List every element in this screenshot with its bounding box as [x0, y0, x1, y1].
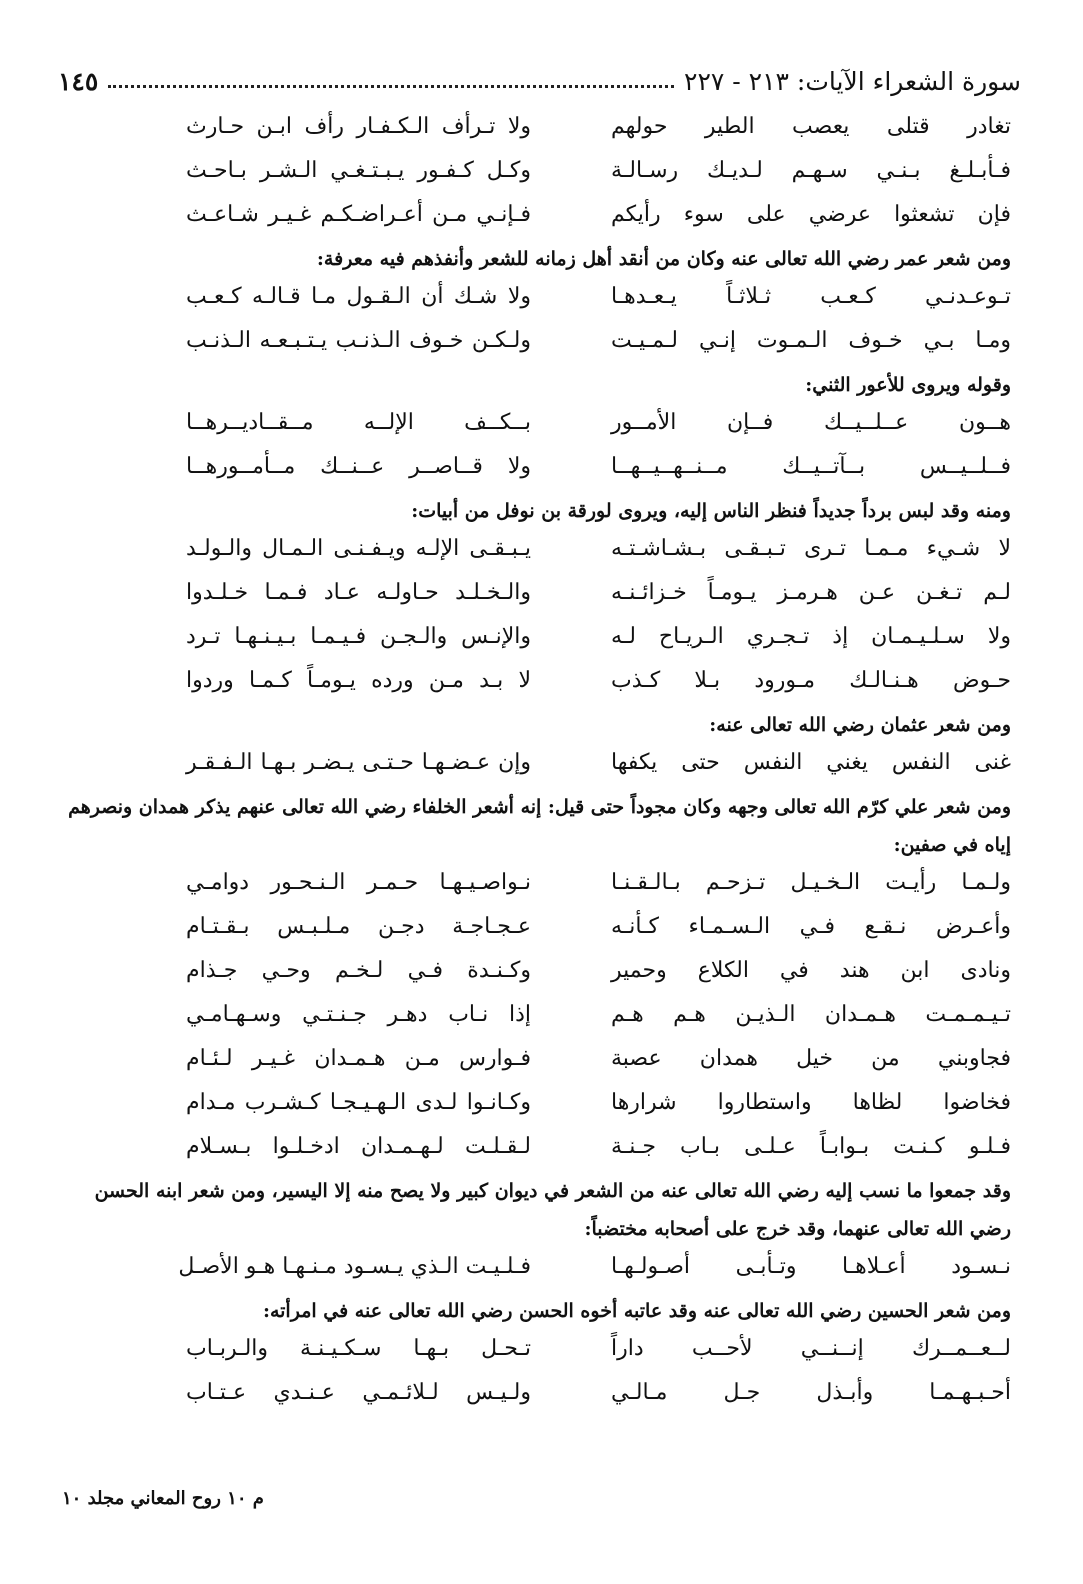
- second-hemistich: نـواصـيـهـا حـمـر الـنـحـور دوامـي: [186, 870, 531, 895]
- page-body: [62, 108, 1021, 1418]
- second-hemistich: إذا نـاب دهـر جـنـتـي وسـهـامـي: [186, 1002, 531, 1027]
- verse-line: [62, 1128, 1021, 1172]
- second-hemistich: وكـل كـفـور يـبـتـغـي الـشـر بـاحـث: [186, 158, 531, 183]
- first-hemistich: وأعـرض نـقـع فـي الـسـمـاء كـأنـه: [611, 914, 1011, 939]
- second-hemistich: لـقـلـت لـهـمـدان ادخـلـوا بـسـلام: [186, 1134, 531, 1159]
- surah-title: سورة الشعراء الآيات: ٢١٣ - ٢٢٧: [684, 67, 1021, 96]
- first-hemistich: هــون عــلــيــك فــإن الأمــور: [611, 410, 1011, 435]
- second-hemistich: ولا قــاصــر عــنــك مــأمــورهــا: [186, 454, 531, 479]
- prose-paragraph: ومن شعر عمر رضي الله تعالى عنه وكان من أنقد أهل زمانه للشعر وأنفذهم فيه معرفة:: [316, 248, 1011, 270]
- second-hemistich: فـلـيـت الـذي يـسـود مـنـهـا هـو الأصـل: [178, 1254, 531, 1279]
- first-hemistich: لا شـيء مـمـا تـرى تـبـقـى بـشـاشـتـه: [611, 536, 1011, 561]
- second-hemistich: فـإنـي مـن أعـراضـكـم غـيـر شـاعـث: [186, 202, 531, 227]
- verse-line: [62, 448, 1021, 492]
- verse-line: [62, 404, 1021, 448]
- signature-footer: [62, 1488, 1021, 1509]
- first-hemistich: ونادى ابن هند في الكلاع وحمير: [611, 958, 1011, 983]
- first-hemistich: فــلــيــس بــآتــيــك مــنــهــيــهــا: [611, 454, 1011, 479]
- first-hemistich: تـوعـدنـي كـعـب ثـلاثـاً يـعـدهـا: [611, 284, 1011, 309]
- running-header: [58, 56, 1021, 96]
- second-hemistich: يـبـقـى الإلـه ويـفـنـى الـمـال والـولـد: [186, 536, 531, 561]
- verse-line: [62, 196, 1021, 240]
- verse-line: [62, 1040, 1021, 1084]
- second-hemistich: ولا شـك أن الـقـول مـا قـالـه كـعـب: [186, 284, 531, 309]
- verse-line: [62, 996, 1021, 1040]
- prose-paragraph: وقوله ويروى للأعور الثني:: [805, 374, 1011, 396]
- verse-line: [62, 952, 1021, 996]
- first-hemistich: نـسـود أعـلاهـا وتـأبـى أصـولـهـا: [611, 1254, 1011, 1279]
- first-hemistich: فخاضوا لظاها واستطاروا شرارها: [611, 1090, 1011, 1115]
- verse-line: [62, 574, 1021, 618]
- first-hemistich: تـيـمـمـت هـمـدان الـذيـن هـم هـم: [611, 1002, 1011, 1027]
- first-hemistich: غنى النفس يغني النفس حتى يكفها: [611, 750, 1011, 775]
- prose-paragraph: ومن شعر الحسين رضي الله تعالى عنه وقد عاتبه أخوه الحسن رضي الله تعالى عنه في امرأته:: [262, 1300, 1011, 1322]
- second-hemistich: والإنـس والـجـن فـيـمـا بـيـنـهـا تـرد: [186, 624, 531, 649]
- first-hemistich: لــعــمــرك إنــنــي لأحــب داراً: [611, 1336, 1011, 1361]
- prose-paragraph: ومن شعر عثمان رضي الله تعالى عنه:: [709, 714, 1011, 736]
- second-hemistich: ولا تـرأف الـكـفـار رأف ابـن حـارث: [186, 114, 531, 139]
- prose-paragraph: ومن شعر علي كرّم الله تعالى وجهه وكان مجوداً حتى قيل: إنه أشعر الخلفاء رضي الله تعالى عنهم يذكر همدان ونصرهم إياه في صفين:: [68, 796, 1011, 856]
- second-hemistich: ولـيـس لـلائـمـي عـنـدي عـتـاب: [186, 1380, 531, 1405]
- second-hemistich: وإن عـضـهـا حـتـى يـضـر بـهـا الـفـقـر: [186, 750, 531, 775]
- first-hemistich: ولـمـا رأيـت الـخـيـل تـزحـم بـالـقـنـا: [611, 870, 1011, 895]
- second-hemistich: عـجـاجـة دجـن مـلـبـس بـقـتـام: [186, 914, 531, 939]
- volume-signature: م ١٠ روح المعاني مجلد ١٠: [62, 1488, 264, 1509]
- first-hemistich: ولا سـلـيـمـان إذ تـجـري الـريـاح لـه: [611, 624, 1011, 649]
- verse-line: [62, 1248, 1021, 1292]
- verse-line: [62, 908, 1021, 952]
- prose-paragraph: ومنه وقد لبس برداً جديداً فنظر الناس إليه، ويروى لورقة بن نوفل من أبيات:: [411, 500, 1011, 522]
- first-hemistich: فـأبـلـغ بـنـي سـهـم لـديـك رسـالـة: [611, 158, 1011, 183]
- first-hemistich: تغادر قتلى يعصب الطير حولهم: [611, 114, 1011, 139]
- first-hemistich: ومـا بـي خـوف الـمـوت إنـي لـمـيـت: [611, 328, 1011, 353]
- prose-paragraph: وقد جمعوا ما نسب إليه رضي الله تعالى عنه من الشعر في ديوان كبير ولا يصح منه إلا اليسير، ومن شعر ابنه الحسن رضي الله تعالى عنهما، وقد خرج على أصحابه مختضباً:: [94, 1180, 1011, 1240]
- verse-line: [62, 108, 1021, 152]
- page-number: ١٤٥: [58, 67, 99, 96]
- second-hemistich: والـخـلـد حـاولـه عـاد فـمـا خـلـدوا: [186, 580, 531, 605]
- second-hemistich: فـوارس مـن هـمـدان غـيـر لـئـام: [186, 1046, 531, 1071]
- first-hemistich: حـوض هـنـالـك مـورود بـلا كـذب: [611, 668, 1011, 693]
- verse-line: [62, 1084, 1021, 1128]
- verse-line: [62, 322, 1021, 366]
- verse-line: [62, 864, 1021, 908]
- second-hemistich: تـحـل بـهـا سـكـيـنـة والـربـاب: [186, 1336, 531, 1361]
- first-hemistich: فـلـو كـنـت بـوابـاً عـلـى بـاب جـنـة: [611, 1134, 1011, 1159]
- verse-line: [62, 278, 1021, 322]
- verse-line: [62, 1374, 1021, 1418]
- first-hemistich: لـم تـغـن عـن هـرمـز يـومـاً خـزائـنـه: [611, 580, 1011, 605]
- verse-line: [62, 744, 1021, 788]
- second-hemistich: وكـانـوا لـدى الـهـيـجـا كـشـرب مـدام: [186, 1090, 531, 1115]
- second-hemistich: لا بـد مـن ورده يـومـاً كـمـا وردوا: [186, 668, 531, 693]
- second-hemistich: ولـكـن خـوف الـذنـب يـتـبـعـه الـذنـب: [186, 328, 531, 353]
- verse-line: [62, 1330, 1021, 1374]
- second-hemistich: بــكــف الإلــه مــقــاديــرهــا: [186, 410, 531, 435]
- verse-line: [62, 618, 1021, 662]
- dotted-leader: [108, 84, 674, 88]
- verse-line: [62, 530, 1021, 574]
- verse-line: [62, 152, 1021, 196]
- first-hemistich: فإن تشعثوا عرضي على سوء رأيكم: [611, 202, 1011, 227]
- first-hemistich: أحـبـهـمـا وأبـذل جـل مـالـي: [611, 1380, 1011, 1405]
- verse-line: [62, 662, 1021, 706]
- second-hemistich: وكـنـدة فـي لـخـم وحـي جـذام: [186, 958, 531, 983]
- first-hemistich: فجاوبني من خيل همدان عصبة: [611, 1046, 1011, 1071]
